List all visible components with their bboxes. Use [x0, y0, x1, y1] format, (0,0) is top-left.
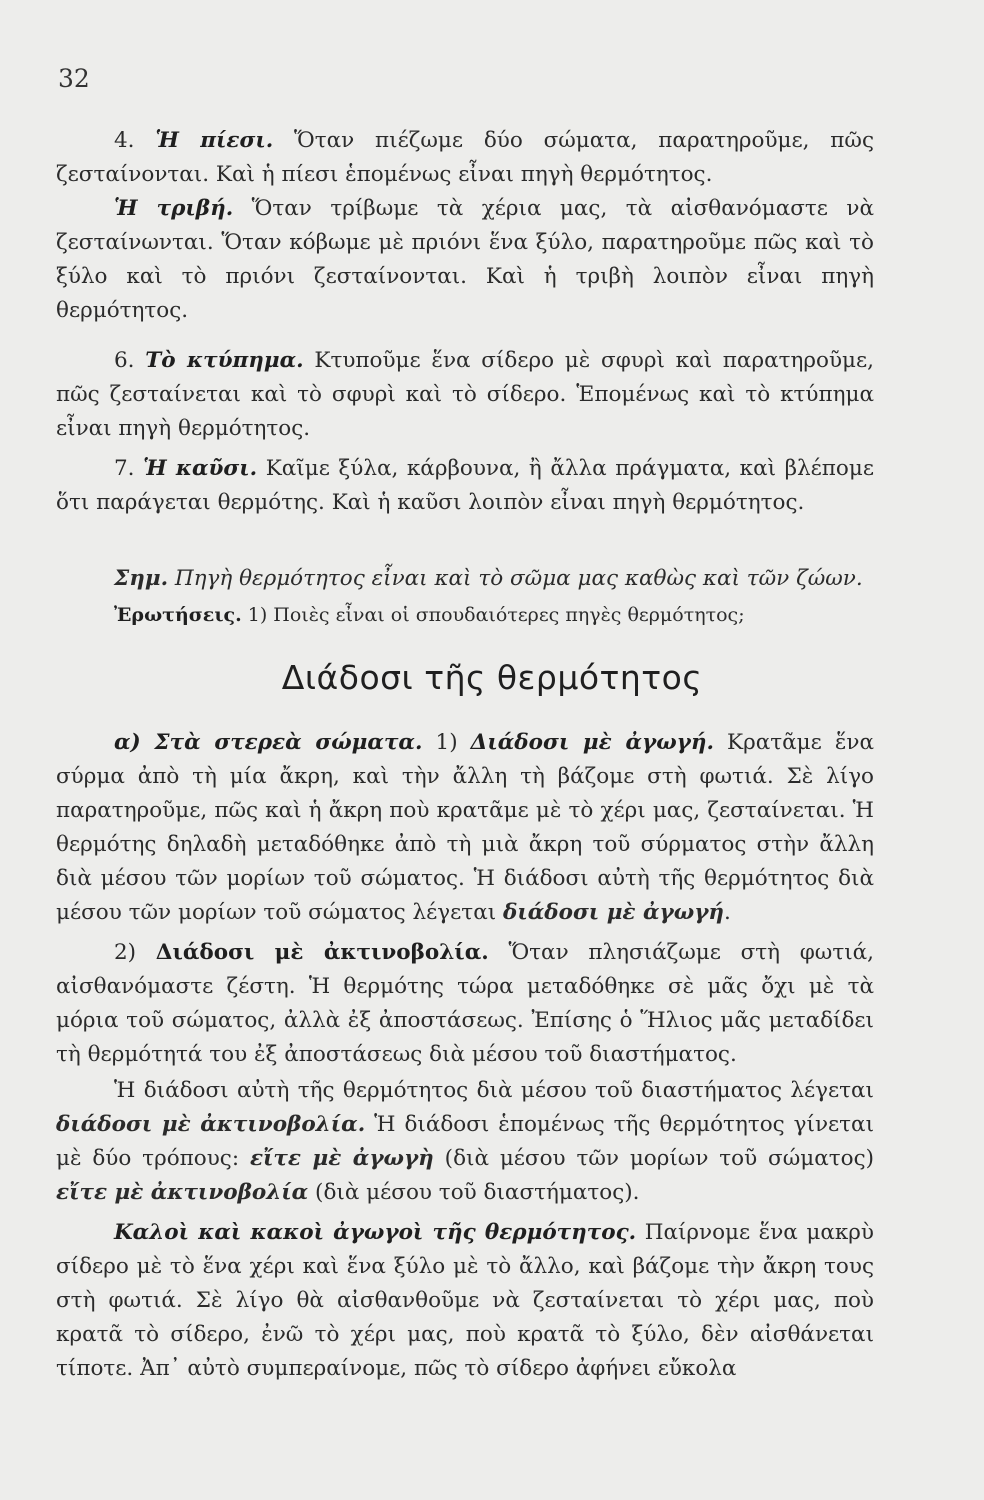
- paragraph-text: Ἡ διάδοσι αὐτὴ τῆς θερμότητος διὰ μέσου τοῦ διαστήματος λέγεται: [114, 1078, 874, 1103]
- term-either-radiation: εἴτε μὲ ἀκτινοβολία: [56, 1180, 309, 1205]
- note: [56, 562, 874, 596]
- paragraph-friction: [56, 192, 874, 328]
- heading-pressure: Ἡ πίεσι.: [155, 128, 274, 153]
- questions-label: Ἐρωτήσεις.: [114, 604, 242, 626]
- paragraph-pressure: [56, 124, 874, 192]
- heading-striking: Τὸ κτύπημα.: [145, 348, 304, 373]
- note-label: Σημ.: [114, 566, 169, 591]
- paragraph-text: (διὰ μέσου τῶν μορίων τοῦ σώματος): [433, 1146, 874, 1171]
- paragraph-conduction: [56, 726, 874, 930]
- heading-conductors: Καλοὶ καὶ κακοὶ ἀγωγοὶ τῆς θερμότητος.: [114, 1220, 637, 1245]
- paragraph-conductors: [56, 1216, 874, 1386]
- paragraph-modes: [56, 1074, 874, 1210]
- item-number: 7.: [114, 456, 144, 481]
- paragraph-text: Καῖμε ξύλα, κάρβουνα, ἢ ἄλλα πράγματα, καὶ βλέπομε ὅτι παράγεται θερμότης. Καὶ ἡ καῦσι λοιπὸν εἶναι πηγὴ θερμότητος.: [56, 456, 874, 515]
- paragraph-text: Κρατᾶμε ἕνα σύρμα ἀπὸ τὴ μία ἄκρη, καὶ τὴν ἄλλη τὴ βάζομε στὴ φωτιά. Σὲ λίγο παρατηροῦμε, πῶς καὶ ἡ ἄκρη ποὺ κρατᾶμε μὲ τὸ χέρι μας, ζεσταίνεται. Ἡ θερμότης δηλαδὴ μεταδόθηκε ἀπὸ τὴ μιὰ ἄκρη τοῦ σύρματος στὴν ἄλλη διὰ μέσου τῶν μορίων τοῦ σώματος. Ἡ διάδοσι αὐτὴ τῆς θερμότητος διὰ μέσου τῶν μορίων τοῦ σώματος λέγεται: [56, 730, 874, 925]
- paragraph-burning: [56, 452, 874, 520]
- heading-solids: α) Στὰ στερεὰ σώματα.: [114, 730, 423, 755]
- note-text: Πηγὴ θερμότητος εἶναι καὶ τὸ σῶμα μας καθὼς καὶ τῶν ζώων.: [168, 566, 863, 591]
- paragraph-text: Παίρνομε ἕνα μακρὺ σίδερο μὲ τὸ ἕνα χέρι καὶ ἕνα ξύλο μὲ τὸ ἄλλο, καὶ βάζομε τὴν ἄκρη τους στὴ φωτιά. Σὲ λίγο θὰ αἰσθανθοῦμε νὰ ζεσταίνεται τὸ χέρι μας, ποὺ κρατᾶ τὸ σίδερο, ἐνῶ τὸ χέρι μας, ποὺ κρατᾶ τὸ ξύλο, δὲν αἰσθάνεται τίποτε. Ἀπ᾿ αὐτὸ συμπεραίνομε, πῶς τὸ σίδερο ἀφήνει εὔκολα: [56, 1220, 874, 1381]
- page-number: 32: [58, 64, 90, 93]
- heading-radiation: Διάδοσι μὲ ἀκτινοβολία.: [155, 940, 489, 965]
- heading-friction: Ἡ τριβή.: [114, 196, 234, 221]
- item-number: 4.: [114, 128, 156, 153]
- heading-burning: Ἡ καῦσι.: [143, 456, 258, 481]
- section-title: Διάδοσι τῆς θερμότητος: [281, 658, 703, 697]
- paragraph-text: (διὰ μέσου τοῦ διαστήματος).: [308, 1180, 640, 1205]
- paragraph-text: Ὅταν πιέζωμε δύο σώματα, παρατηροῦμε, πῶς ζεσταίνονται. Καὶ ἡ πίεσι ἑπομένως εἶναι πηγὴ θερμότητος.: [56, 128, 874, 187]
- paragraph-text: Ὅταν τρίβωμε τὰ χέρια μας, τὰ αἰσθανόμαστε νὰ ζεσταίνωνται. Ὅταν κόβωμε μὲ πριόνι ἕνα ξύλο, παρατηροῦμε πῶς καὶ τὸ ξύλο καὶ τὸ πριόνι ζεσταίνονται. Καὶ ἡ τριβὴ λοιπὸν εἶναι πηγὴ θερμότητος.: [56, 196, 874, 323]
- paragraph-end: .: [724, 900, 731, 925]
- paragraph-striking: [56, 344, 874, 446]
- paragraph-text: Ὅταν πλησιάζωμε στὴ φωτιά, αἰσθανόμαστε ζέστη. Ἡ θερμότης τώρα μεταδόθηκε σὲ μᾶς ὄχι μὲ τὰ μόρια τοῦ σώματος, ἀλλὰ ἐξ ἀποστάσεως. Ἐπίσης ὁ Ἥλιος μᾶς μεταδίδει τὴ θερμότητά του ἐξ ἀποστάσεως διὰ μέσου τοῦ διαστήματος.: [56, 940, 874, 1067]
- questions: [56, 598, 874, 632]
- heading-conduction: Διάδοσι μὲ ἀγωγή.: [470, 730, 714, 755]
- term-conduction: διάδοσι μὲ ἀγωγή: [502, 900, 725, 925]
- term-either-conduction: εἴτε μὲ ἀγωγὴ: [249, 1146, 434, 1171]
- item-number: 2): [114, 940, 156, 965]
- paragraph-text: Κτυποῦμε ἕνα σίδερο μὲ σφυρὶ καὶ παρατηροῦμε, πῶς ζεσταίνεται καὶ τὸ σφυρὶ καὶ τὸ σίδερο. Ἑπομένως καὶ τὸ κτύπημα εἶναι πηγὴ θερμότητος.: [56, 348, 874, 441]
- item-number: 6.: [114, 348, 146, 373]
- item-number: 1): [422, 730, 471, 755]
- paragraph-text: Ἡ διάδοσι ἑπομένως τῆς θερμότητος γίνεται μὲ δύο τρόπους:: [56, 1112, 874, 1171]
- paragraph-radiation: [56, 936, 874, 1072]
- term-radiation: διάδοσι μὲ ἀκτινοβολία.: [56, 1112, 366, 1137]
- questions-text: 1) Ποιὲς εἶναι οἱ σπουδαιότερες πηγὲς θερμότητος;: [241, 604, 745, 626]
